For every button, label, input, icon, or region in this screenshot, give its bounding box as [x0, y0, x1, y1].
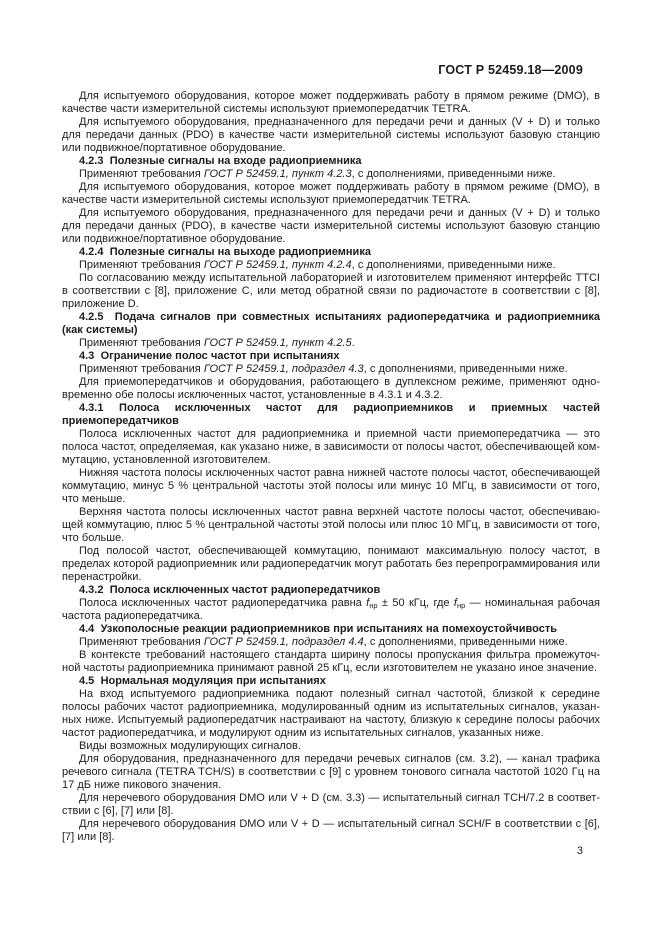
section-heading — [62, 623, 600, 636]
paragraph — [62, 467, 600, 506]
paragraph — [62, 649, 600, 675]
text-run: Для оборудования, предназначенного для передачи речевых сигналов (см. 3.2), — канал трафика речевого сигнала (TETRA TCH/S) в соответствии с [9] с уровнем тонового сигнала частотой 1020 Гц на 17 дБ ниже пикового значения. — [62, 753, 600, 791]
text-run: В контексте требований настоящего стандарта ширину полосы пропускания фильтра промежуточной частоты радиоприемника принимают равной 25 кГц, если изготовителем не указано иное значение. — [62, 649, 600, 674]
text-run: ГОСТ Р 52459.1, пункт 4.2.3 — [203, 168, 352, 180]
text-run: , с дополнениями, приведенными ниже. — [351, 259, 556, 271]
text-run: Применяют требования — [79, 337, 204, 349]
text-run: Полоса исключенных частот для радиоприемника и приемной части приемопередатчика — это полоса частот, определяемая, как указано ниже, в зависимости от полосы частот, обеспечивающей коммутацию, установленной изготовителем. — [62, 428, 600, 466]
text-run: — номинальная рабочая частота радиопередатчика. — [62, 597, 600, 622]
section-heading — [62, 155, 600, 168]
paragraph — [62, 181, 600, 207]
section-heading — [62, 584, 600, 597]
text-run: На вход испытуемого радиоприемника подают полезный сигнал частотой, близкой к середине полосы рабочих частот радиоприемника, модулированный одним из испытательных сигналов, указанных ниже. Испытуемый радиопередатчик настраивают на частоту, близкую к середине полосы рабочих частот радиопередатчика, и модулируют одним из испытательных сигналов, указанных ниже. — [62, 688, 600, 739]
text-run: 4.2.3 Полезные сигналы на входе радиоприемника — [79, 155, 362, 167]
paragraph — [62, 259, 600, 272]
text-run: Для неречевого оборудования DMO или V + D (см. 3.3) — испытательный сигнал TCH/7.2 в соответствии с [6], [7] или [8]. — [62, 792, 600, 817]
text-run: ГОСТ Р 52459.1, пункт 4.2.4 — [203, 259, 352, 271]
paragraph — [62, 428, 600, 467]
text-run: Для испытуемого оборудования, предназначенного для передачи речи и данных (V + D) и только для передачи данных (PDO) в качестве части измерительной системы используют базовую станцию или подвижное/портативное оборудование. — [62, 116, 600, 154]
text-run: Для испытуемого оборудования, которое может поддерживать работу в прямом режиме (DMO), в качестве части измерительной системы используют приемопередатчик TETRA. — [62, 181, 600, 206]
text-run: 4.3 Ограничение полос частот при испытаниях — [79, 350, 340, 362]
text-run: нр — [369, 601, 378, 610]
text-run: Применяют требования — [79, 636, 204, 648]
section-heading — [62, 350, 600, 363]
text-run: Применяют требования — [79, 363, 204, 375]
paragraph — [62, 688, 600, 740]
text-run: , с дополнениями, приведенными ниже. — [363, 636, 568, 648]
text-run: Под полосой частот, обеспечивающей коммутацию, понимают максимальную полосу частот, в пределах которой радиоприемник или радиопередатчик могут работать без перепрограммирования или перенастройки. — [62, 545, 600, 583]
text-run: ГОСТ Р 52459.1, пункт 4.2.5 — [203, 337, 352, 349]
text-run: Для испытуемого оборудования, которое может поддерживать работу в прямом режиме (DMO), в качестве части измерительной системы используют приемопередатчик TETRA. — [62, 90, 600, 115]
section-heading — [62, 311, 600, 337]
text-run: Полоса исключенных частот радиопередатчика равна — [79, 597, 367, 609]
text-run: Нижняя частота полосы исключенных частот равна нижней частоте полосы частот, обеспечивающей коммутацию, минус 5 % центральной частоты этой полосы или минус 10 МГц, в зависимости от того, что меньше. — [62, 467, 600, 505]
paragraph — [62, 636, 600, 649]
text-run: . — [351, 337, 355, 349]
paragraph — [62, 272, 600, 311]
text-run: Для неречевого оборудования DMO или V + D — испытательный сигнал SCH/F в соответствии с [6], [7] или [8]. — [62, 818, 600, 843]
paragraph — [62, 740, 600, 753]
paragraph — [62, 818, 600, 844]
paragraph — [62, 207, 600, 246]
text-run: 4.2.4 Полезные сигналы на выходе радиоприемника — [79, 246, 371, 258]
text-run: Верхняя частота полосы исключенных частот равна верхней частоте полосы частот, обеспечивающей коммутацию, плюс 5 % центральной частоты этой полосы или плюс 10 МГц, в зависимости от того, что больше. — [62, 506, 600, 544]
paragraph — [62, 792, 600, 818]
text-run: f — [453, 597, 457, 609]
text-run: нр — [456, 601, 466, 610]
section-heading — [62, 402, 600, 428]
paragraph — [62, 363, 600, 376]
text-run: ± 50 кГц, где — [377, 597, 454, 609]
text-run: f — [366, 597, 370, 609]
text-run: Применяют требования — [79, 259, 204, 271]
text-run: 4.5 Нормальная модуляция при испытаниях — [79, 675, 326, 687]
text-run: Применяют требования — [79, 168, 204, 180]
text-run: ГОСТ Р 52459.1, подраздел 4.4 — [203, 636, 364, 648]
paragraph — [62, 90, 600, 116]
text-run: 4.4 Узкополосные реакции радиоприемников при испытаниях на помехоустойчивость — [79, 623, 557, 635]
paragraph — [62, 337, 600, 350]
text-run: Виды возможных модулирующих сигналов. — [79, 740, 301, 752]
page-number: 3 — [576, 845, 583, 857]
paragraph — [62, 597, 600, 623]
text-run: , с дополнениями, приведенными ниже. — [363, 363, 568, 375]
text-run: 4.3.1 Полоса исключенных частот для радиоприемников и приемных частей приемопередатчиков — [62, 402, 600, 427]
text-run: 4.2.5 Подача сигналов при совместных испытаниях радиопередатчика и радиоприемника (как системы) — [62, 311, 600, 336]
text-run: Для приемопередатчиков и оборудования, работающего в дуплексном режиме, применяют одновременно обе полосы исключенных частот, установленные в 4.3.1 и 4.3.2. — [62, 376, 600, 401]
running-header: ГОСТ Р 52459.18—2009 — [438, 63, 583, 77]
paragraph — [62, 506, 600, 545]
paragraph — [62, 753, 600, 792]
paragraph — [62, 545, 600, 584]
paragraph — [62, 168, 600, 181]
text-run: Для испытуемого оборудования, предназначенного для передачи речи и данных (V + D) и только для передачи данных (PDO), в качестве части измерительной системы используют базовую станцию или подвижное/портативное оборудование. — [62, 207, 600, 245]
section-heading — [62, 246, 600, 259]
text-run: По согласованию между испытательной лабораторией и изготовителем применяют интерфейс TTCI в соответствии с [8], приложение C, или метод обратной связи по радиочастоте в соответствии с [8], приложение D. — [62, 272, 600, 310]
section-heading — [62, 675, 600, 688]
paragraph — [62, 376, 600, 402]
text-run: , с дополнениями, приведенными ниже. — [351, 168, 556, 180]
paragraph — [62, 116, 600, 155]
text-run: ГОСТ Р 52459.1, подраздел 4.3 — [203, 363, 364, 375]
document-body — [62, 90, 600, 844]
text-run: 4.3.2 Полоса исключенных частот радиопередатчиков — [79, 584, 381, 596]
